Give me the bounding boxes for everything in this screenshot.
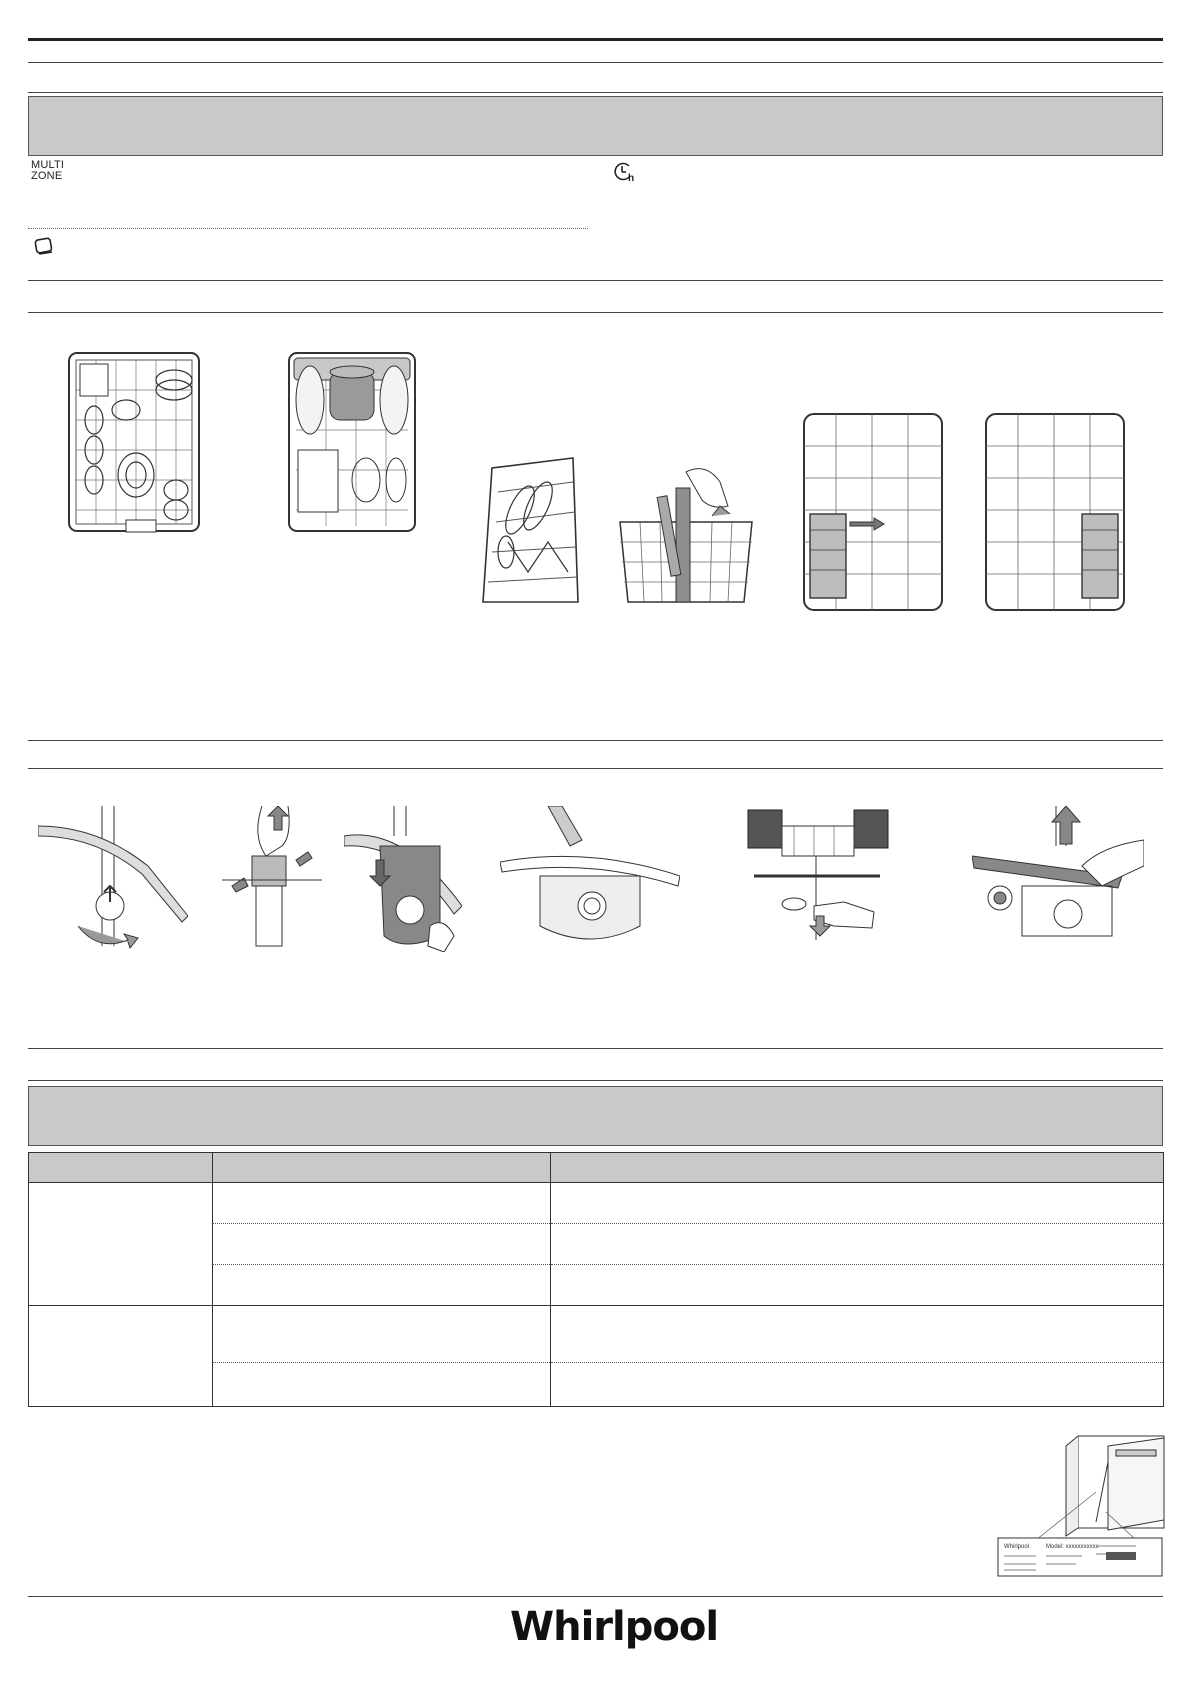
table-header-cell [213, 1153, 551, 1183]
folding-tines-illustration [478, 452, 580, 612]
table-row [29, 1306, 1164, 1363]
table-cell-problem [29, 1306, 213, 1407]
table-cell-cause [213, 1265, 551, 1306]
footer-rule [28, 1596, 1163, 1597]
table-cell-solution [551, 1363, 1164, 1407]
section-rule [28, 280, 1163, 281]
section-rule [28, 1080, 1163, 1081]
top-rule [28, 38, 1163, 41]
upper-rack-basket-left-illustration [800, 410, 946, 614]
filter-twist-illustration [38, 806, 188, 952]
header-band [28, 96, 1163, 156]
cutlery-basket-illustration [616, 462, 756, 608]
table-cell-cause [213, 1183, 551, 1224]
table-cell-solution [551, 1306, 1164, 1363]
table-row [29, 1183, 1164, 1224]
upper-spray-arm-illustration [744, 806, 890, 940]
filter-lift-illustration [222, 806, 322, 952]
section-rule [28, 312, 1163, 313]
whirlpool-logo: Whirlpool [510, 1604, 719, 1650]
lower-rack-illustration [66, 350, 202, 536]
table-cell-cause [213, 1224, 551, 1265]
section-rule [28, 1048, 1163, 1049]
rating-plate-illustration [996, 1432, 1166, 1582]
section-rule [28, 740, 1163, 741]
table-cell-cause [213, 1363, 551, 1407]
upper-rack-basket-right-illustration [982, 410, 1128, 614]
table-header-cell [29, 1153, 213, 1183]
dotted-divider [28, 228, 588, 229]
rating-plate-model: Model: xxxxxxxxxxx [1046, 1544, 1099, 1550]
spray-arm-remove-illustration [972, 806, 1144, 946]
filter-plate-illustration [344, 806, 462, 952]
table-header-cell [551, 1153, 1164, 1183]
tablet-icon [33, 236, 55, 256]
table-cell-cause [213, 1306, 551, 1363]
multizone-icon: MULTI ZONE [31, 159, 65, 182]
table-cell-problem [29, 1183, 213, 1306]
section-rule [28, 768, 1163, 769]
clock-h-icon [612, 161, 636, 183]
table-cell-solution [551, 1183, 1164, 1224]
rating-plate-brand: Whirlpool [1004, 1544, 1030, 1550]
lower-rack-pots-illustration [286, 350, 418, 536]
troubleshooting-band [28, 1086, 1163, 1146]
spray-arm-lower-illustration [500, 806, 680, 952]
section-rule [28, 62, 1163, 63]
section-rule [28, 92, 1163, 93]
table-header-row [29, 1153, 1164, 1183]
table-cell-solution [551, 1265, 1164, 1306]
svg-text:h: h [628, 173, 635, 183]
table-cell-solution [551, 1224, 1164, 1265]
troubleshooting-table [28, 1152, 1164, 1407]
